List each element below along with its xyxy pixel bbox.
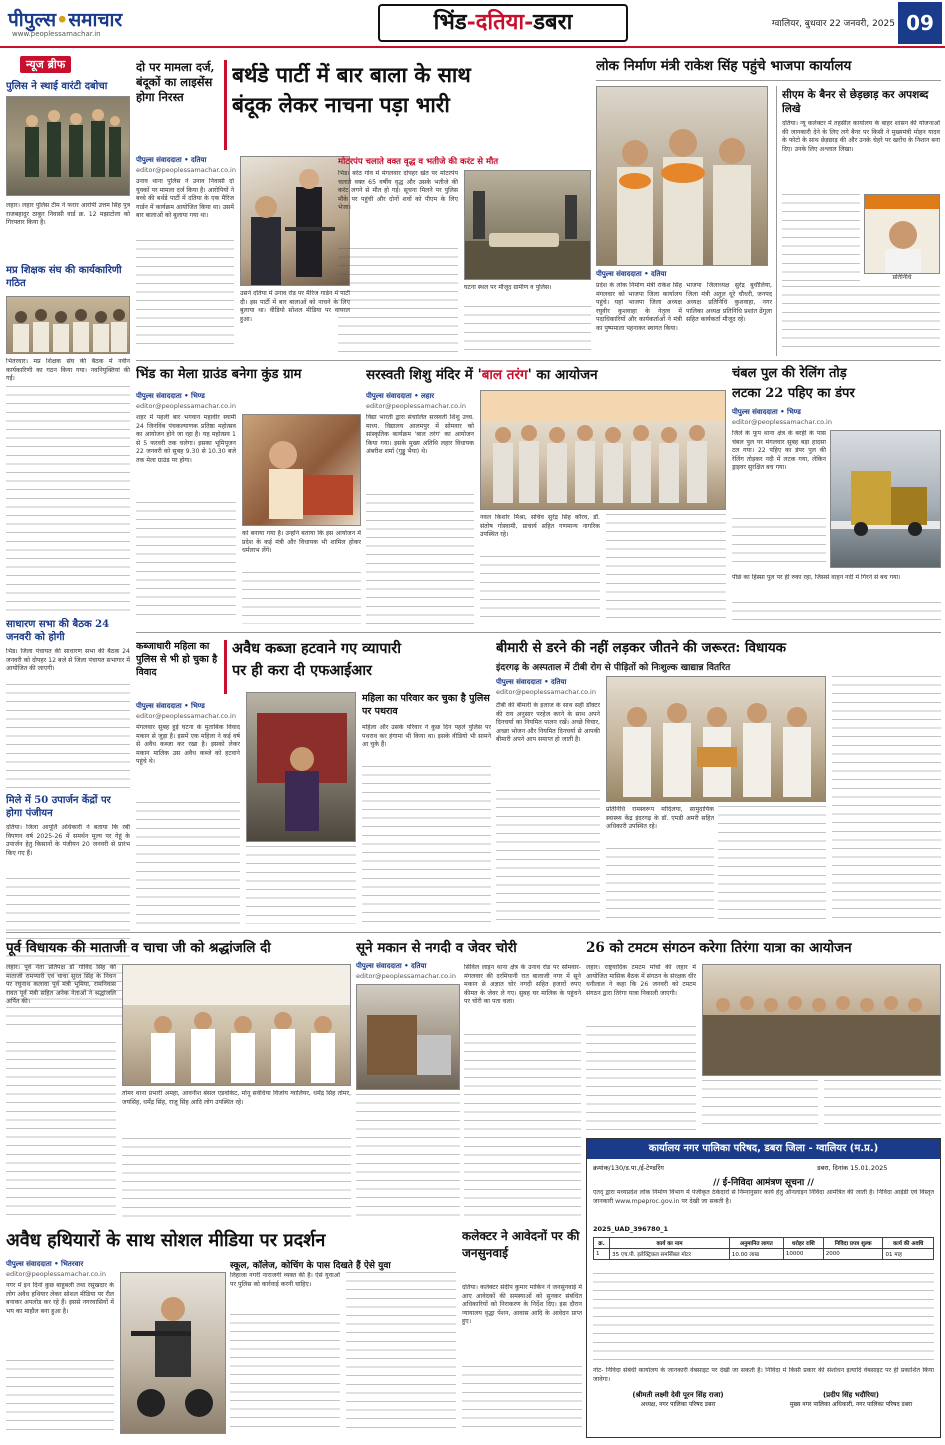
- tender-table: [593, 1237, 934, 1260]
- story-body-1: लहार। पूर्व नेता प्रतिपक्ष डॉ गोविंद सिंह की माताजी रामप्यारी एवं चाचा सुरत सिंह के निधन पर रघुनाथ कलावा पूर्व मंत्री भूमिया, रामनिवास रावत पूर्व मंत्री सहित अनेक नेताओं ने श्रद्धांजलि अर्पित की।: [6, 964, 116, 1006]
- story-body-1-continued: [366, 494, 474, 624]
- story-headline: अवैध हथियारों के साथ सोशल मीडिया पर प्रदर्शन: [6, 1230, 326, 1251]
- email: editor@peoplessamachar.co.in: [136, 712, 236, 720]
- story-body-1: टीबी की बीमारी के इलाज के साथ सही डॉक्टर की राय अनुसार परहेज करने के साथ अपने दिनचर्या का नियमित पालन रखें। अच्छे विचार, अच्छा भोजन और नियमित दिनचर्या से आपकी बीमारी अपने आप समाप्त हो जाती है।: [496, 702, 600, 744]
- tender-intro: एतद् द्वारा मध्यप्रदेश लोक निर्माण विभाग में पंजीकृत ठेकेदारों से निम्नानुसार कार्य हेतु ऑनलाइन निविदा आमंत्रित की जाती है। निविदा आईडी एवं विस्तृत जानकारी www.mpeproc.gov.in पर देखी जा सकती है।: [593, 1189, 934, 1205]
- story-body-2: को बनाया गया है। उन्होंने बताया कि इस आयोजन में प्रदेश के कई मंत्री और विधायक भी शामिल होकर धर्मलाभ लेंगे।: [242, 530, 361, 555]
- story-theft: [356, 936, 581, 1224]
- byline: पीपुल्स संवाददाता • भिण्ड: [732, 408, 801, 416]
- story-tb-illness: [496, 636, 941, 928]
- story-headline: अवैध कब्जा हटवाने गए व्यापारी पर ही करा दी एफआईआर: [232, 640, 401, 679]
- story-subhead: इंदरगढ़ के अस्पताल में टीबी रोग से पीड़ितों को निःशुल्क खाद्यान्न वितरित: [496, 663, 731, 673]
- story-illegal-weapons: [6, 1228, 456, 1438]
- story-photo: [606, 676, 826, 802]
- story-tribute: [6, 936, 351, 1224]
- tender-col-header: निविदा प्रपत्र शुल्क: [823, 1238, 883, 1249]
- table-cell: 35 एच.पी. इलेक्ट्रिकल समर्सिबल मोटर: [610, 1249, 730, 1260]
- story-body-1-continued: [6, 1042, 116, 1220]
- tender-col-header: कार्य की अवधि: [883, 1238, 934, 1249]
- story-body-continued: [462, 1366, 582, 1434]
- story-body-1-continued: [136, 802, 240, 924]
- email: editor@peoplessamachar.co.in: [496, 688, 596, 696]
- story-headline: सरस्वती शिशु मंदिर में 'बाल तरंग' का आयोजन: [366, 367, 598, 383]
- story-headline: पूर्व विधायक की माताजी व चाचा जी को श्रद्धांजलि दी: [6, 940, 271, 956]
- story-body-2: भाजपा जिलाध्यक्ष सुरेंद्र बुधौलिया, जिला मंत्री अतुल धूरे चौधरी, जनपद अध्यक्ष प्रतिनिधि कुशवाहा, नगर पालिका अध्यक्ष प्रतिनिधि प्रशांत ढेंगुला सहित कार्यकर्ता मौजूद रहे।: [686, 282, 772, 324]
- tender-date: डबरा, दिनांक 15.01.2025: [817, 1164, 888, 1172]
- story-tiranga-yatra: [586, 936, 941, 1136]
- news-brief-tag: न्यूज ब्रीफ: [20, 56, 71, 73]
- story-body-2: नवल किशोर मिश्रा, सचिव सुरेंद्र सिंह कौरव, डॉ. संतोष गोस्वामी, प्राचार्य सहित गणमान्य नागरिक उपस्थित रहे।: [480, 514, 600, 539]
- story-body-1: प्रदेश के लोक निर्माण मंत्री राकेश सिंह मंगलवार को भाजपा जिला कार्यालय पहुंचे। यहां भाजपा जिला अध्यक्ष रघुवीर कुशवाहा के नेतृत्व में पदाधिकारियों और कार्यकर्ताओं ने मंत्री का पुष्पमाला पहनाकर स्वागत किया।: [596, 282, 682, 332]
- section-title: भिंड-दतिया-डबरा: [378, 4, 628, 42]
- story-body-1: नगर में इन दिनों कुछ बाहुबली तथा रसूखदार के लोग अवैध हथियार लेकर सोशल मीडिया पर रील बनाकर अपलोड कर रहे हैं। इससे नगरवासियों में भय का माहौल बना हुआ है।: [6, 1282, 114, 1315]
- brief-text-1: लहार। लहार पुलिस टीम ने फरार आरोपी उत्तम सिंह पुत्र राजबहादुर ठाकुर निवासी वार्ड क्र. 12 मझाटोला को गिरफ्तार किया है।: [6, 202, 130, 227]
- tender-note: नोट- निविदा संबंधी कार्यालय के जानकारी वेबसाइट पर देखी जा सकती है। निविदा में किसी प्रकार की संशोधन इत्यादि वेबसाइट पर ही प्रकाशित किया जावेगा।: [593, 1367, 934, 1383]
- story-body-1: मंगलवार सुबह हुई घटना के मुताबिक विवाद मकान से जुड़ा है। इसमें एक महिला ने कई वर्ष से अवैध कब्जा कर रखा है। इसको लेकर मकान मालिक उस अवैध कब्जे को हटवाने पहुंचे थे।: [136, 724, 240, 766]
- story-body-continued-2: [356, 1094, 460, 1220]
- tender-sign-right: (प्रदीप सिंह भदौरिया) मुख्य नगर पालिका अधिकारी, नगर पालिका परिषद डबरा: [789, 1391, 913, 1408]
- story-collector-hearing: [462, 1228, 582, 1438]
- email: editor@peoplessamachar.co.in: [356, 972, 456, 980]
- story-headline: बर्थडे पार्टी में बार बाला के साथ बंदूक लेकर नाचना पड़ा भारी: [232, 62, 471, 117]
- story-photo: [464, 170, 591, 280]
- story-body-2-continued: [480, 556, 600, 624]
- brief-headline-3: साधारण सभा की बैठक 24 जनवरी को होगी: [6, 619, 110, 643]
- table-cell: 01 माह: [883, 1249, 934, 1260]
- tender-sign-left: (श्रीमती लक्ष्मी देवी पूरन सिंह राजा) अध्यक्ष, नगर पालिका परिषद डबरा: [632, 1391, 724, 1408]
- story-body-1: उनाव थाना पुलिस ने उनाव निवासी दो युवकों पर मामला दर्ज किया है। आरोपियों ने बच्चे की बर्थडे पार्टी में दतिया के एक मैरिज गार्डन में कार्यक्रम आयोजित किया था। उसमें बार बालाओं को बुलाया गया था।: [136, 178, 234, 220]
- brief-headline-4: मिले में 50 उपार्जन केंद्रों पर होगा पंजीयन: [6, 795, 111, 819]
- table-row: [594, 1249, 934, 1260]
- story-body-1-continued: [136, 502, 236, 622]
- story-headline: सूने मकान से नगदी व जेवर चोरी: [356, 940, 517, 956]
- email: editor@peoplessamachar.co.in: [6, 1270, 106, 1278]
- story-body-continued: [338, 248, 458, 352]
- brief-text-2-continued: [6, 386, 130, 612]
- story-headline: लोक निर्माण मंत्री राकेश सिंह पहुंचे भाजपा कार्यालय: [596, 58, 852, 74]
- story-photo: [702, 964, 941, 1076]
- story-body-4: [832, 676, 941, 924]
- tender-notice: [586, 1138, 941, 1438]
- brief-text-3: भिंड। जिला पंचायत की साधारण सभा की बैठक 24 जनवरी को दोपहर 12 बजे से जिला पंचायत सभागार में आयोजित की जाएगी।: [6, 648, 130, 673]
- email: editor@peoplessamachar.co.in: [732, 418, 832, 426]
- story-body-3-continued: [362, 766, 491, 924]
- story-photo: [246, 692, 356, 842]
- tender-conditions: [593, 1273, 934, 1363]
- box-border: [776, 86, 777, 356]
- story-headline: मोटरपंप चलाते वक्त वृद्ध व भतीजे की करंट से मौत: [338, 157, 499, 167]
- story-headline: सीएम के बैनर से छेड़छाड़ कर अपशब्द लिखे: [782, 89, 929, 115]
- story-body-2: [702, 1080, 818, 1130]
- table-cell: 10000: [783, 1249, 823, 1260]
- story-body-2-continued: [230, 1314, 340, 1434]
- story-headline: कलेक्टर ने आवेदनों पर की जनसुनवाई: [462, 1229, 580, 1260]
- story-mela-ground: [136, 364, 361, 629]
- photo-caption: घटना स्थल पर मौजूद ग्रामीण व पुलिस।: [464, 284, 552, 291]
- brief-text-2: भितरवार। मप्र शिक्षक संघ की बैठक में नवीन कार्यकारिणी का गठन किया गया। नवनियुक्तियां की गईं।: [6, 358, 130, 383]
- story-body: लहार। राष्ट्रवादिक टमटम मोर्चा की लहार में आयोजित मासिक बैठक में संगठन के संरक्षक धीर धनीलाल ने कहा कि 26 जनवरी को टमटम संगठन द्वारा तिरंगा यात्रा निकाली जाएगी।: [586, 964, 696, 997]
- story-side-headline: दो पर मामला दर्ज, बंदूकों का लाइसेंस होगा निरस्त: [136, 60, 215, 104]
- story-body-1: शहर में पहली बार भगवान महावीर स्वामी 24 जिनविंब पंचकल्याणक प्रतिष्ठा महोत्सव का आयोजन होने जा रहा है। यह महोत्सव 1 से 5 फरवरी तक चलेगा। इसका भूमिपूजन 22 जनवरी को सुबह 9.30 से 10.30 बजे तक मेला ग्राउंड पर होगा।: [136, 414, 236, 464]
- story-subhead: महिला का परिवार कर चुका है पुलिस पर पथराव: [362, 693, 490, 717]
- story-body-continued-2: [732, 602, 941, 626]
- story-body-2: लिहाजा नगरी नाराजगी व्यक्त की है। ऐसे युवाओं पर पुलिस को कार्रवाई करनी चाहिए।: [230, 1272, 340, 1288]
- tender-col-header: कार्य का नाम: [610, 1238, 730, 1249]
- dateline: ग्वालियर, बुधवार 22 जनवरी, 2025: [771, 19, 895, 29]
- story-body-2: उसने दतिया में उनाव रोड पर मैरिज गार्डन में पार्टी दी। इस पार्टी में बार बालाओं को नाचने के लिए बुलाया था। वीडियो सोशल मीडिया पर वायरल हुआ।: [240, 290, 350, 323]
- tender-title: // ई-निविदा आमंत्रण सूचना //: [713, 1178, 814, 1188]
- email: editor@peoplessamachar.co.in: [136, 402, 236, 410]
- story-body-1-continued: [496, 790, 600, 924]
- brand-logo: पीपुल्स•समाचार: [8, 9, 123, 31]
- story-body: जिले के फूप थाना क्षेत्र के बरही के पास चंबल पुल पर मंगलवार सुबह बड़ा हादसा टल गया। 22 पहिए का डंपर पुल की रेलिंग तोड़कर नदी में लटक गया, लेकिन ड्राइवर सुरक्षित बच गया।: [732, 430, 826, 472]
- story-body-continued-2: [782, 286, 940, 352]
- story-body-3: [824, 1080, 941, 1130]
- brief-headline-1: पुलिस ने स्थाई वारंटी दबोचा: [6, 81, 108, 92]
- story-photo: [242, 414, 361, 526]
- story-encroachment: [136, 636, 491, 928]
- brief-text-3-continued: [6, 684, 130, 788]
- story-body: दतिया। न्यू कलेक्टर में तहसील कार्यालय के बाहर शासन की योजनाओं की जानकारी देने के लिए लगे बैनर पर किसी ने मुख्यमंत्री मोहन यादव के फोटो के साथ छेड़छाड़ की और उनके चेहरे पर खरोंच के निशान बना दिए। उनके लिए अश्लाल लिखा।: [782, 120, 940, 153]
- brief-photo-1: [6, 96, 130, 196]
- story-photo: [830, 430, 941, 568]
- story-body-2-continued: [242, 572, 361, 624]
- email: editor@peoplessamachar.co.in: [366, 402, 466, 410]
- photo-caption: पीछे का हिस्सा पुल पर ही रुका रहा, जिससे वाहन नदी में गिरने से बच गया।: [732, 574, 901, 581]
- tender-office: कार्यालय नगर पालिका परिषद, डबरा जिला - ग्वालियर (म.प्र.): [587, 1139, 940, 1159]
- story-body-continued-2: [464, 306, 591, 352]
- story-body-2: तोमर थाना प्रभारी अमहा, आवनीश बंसल एडवोकेट, मोनू सर्वधिया विजोय ग्वालियर, धर्मेंद्र सिंह तोमर, जयसिंह, धर्मेंद्र सिंह, राजू सिंह आदि लोग उपस्थित रहे।: [122, 1090, 351, 1106]
- tender-col-header: धरोहर राशि: [783, 1238, 823, 1249]
- story-photo: [122, 964, 351, 1086]
- byline: पीपुल्स संवाददाता • दतिया: [136, 156, 207, 164]
- brief-headline-2: मप्र शिक्षक संघ की कार्यकारिणी गठित: [6, 265, 122, 289]
- byline: पीपुल्स संवाददाता • दतिया: [496, 678, 567, 686]
- story-body-2: [246, 846, 356, 924]
- tender-col-header: क्र.: [594, 1238, 610, 1249]
- story-body-1-continued: [136, 240, 234, 350]
- story-body-1: विद्या भारती द्वारा संचालित सरस्वती शिशु उच्च. माध्य. विद्यालय आलमपुर में सोमवार को सांस्कृतिक कार्यक्रम 'बाल तरंग' का आयोजन किया गया। इसके मुख्य अतिथि लहार विधायक अंबरीश शर्मा (गुड्डू भैया) थे।: [366, 414, 474, 456]
- story-chambal-bridge: [732, 364, 941, 629]
- story-photo: [596, 86, 768, 266]
- tender-col-header: अनुमानित लागत: [729, 1238, 783, 1249]
- story-body-2-continued: [606, 848, 714, 924]
- story-body-3: महिला और उसके परिवार ने कुछ दिन पहले पुलिस पर पथराव कर हंगामा भी किया था। इसके वीडियो भी सामने आ चुके हैं।: [362, 724, 491, 749]
- story-body-continued: [586, 1026, 696, 1130]
- story-body-3: [346, 1272, 456, 1434]
- story-headline: चंबल पुल की रेलिंग तोड़ लटका 22 पहिए का डंपर: [732, 366, 855, 401]
- story-body: भिंड। बरेठ गांव में मंगलवार दोपहर खेत पर मोटरपंप चलाते वक्त 65 वर्षीय वृद्ध और उसके भतीजे की करंट लगने से मौत हो गई। सूचना मिलने पर पुलिस मौके पर पहुंची और दोनों शवों को पीएम के लिए भेजा।: [338, 170, 458, 212]
- story-headline: 26 को टमटम संगठन करेगा तिरंगा यात्रा का आयोजन: [586, 940, 852, 956]
- table-cell: 1: [594, 1249, 610, 1260]
- headline-rule: [596, 80, 941, 81]
- story-headline: भिंड का मेला ग्राउंड बनेगा कुंड ग्राम: [136, 367, 302, 382]
- story-photo: [240, 156, 350, 286]
- story-body-3: [718, 806, 826, 924]
- story-photo: [120, 1272, 226, 1434]
- story-photo: [864, 194, 940, 274]
- byline: पीपुल्स संवाददाता • भिण्ड: [136, 392, 205, 400]
- story-photo: [480, 390, 726, 510]
- vertical-rule: [224, 640, 227, 694]
- photo-caption: प्रतिनिधि: [892, 274, 912, 281]
- brief-photo-2: [6, 296, 130, 354]
- site-url: www.peoplessamachar.in: [12, 30, 101, 38]
- story-body-continued: [464, 1034, 581, 1220]
- masthead: [0, 0, 945, 48]
- byline: पीपुल्स संवाददाता • भिण्ड: [136, 702, 205, 710]
- story-subhead: स्कूल, कॉलेज, कोचिंग के पास दिखते हैं ऐसे युवा: [230, 1261, 391, 1271]
- brief-text-4: दतिया। जिला आपूर्ति अधिकारी ने बताया कि रबी विपणन वर्ष 2025-26 में समर्थन मूल्य पर गेहूं के उपार्जन हेतु किसानों के पंजीयन 20 जनवरी से प्रारंभ किए गए हैं।: [6, 824, 130, 857]
- story-cm-banner: [776, 86, 941, 356]
- story-body-2-continued: [122, 1138, 351, 1220]
- story-body-3: [606, 514, 726, 624]
- story-photo: [356, 984, 460, 1090]
- section-divider: [136, 360, 941, 361]
- byline: पीपुल्स संवाददाता • दतिया: [596, 270, 667, 278]
- tender-id: 2025_UAD_396780_1: [593, 1225, 669, 1233]
- section-divider-2: [136, 632, 941, 633]
- story-body-1-continued: [6, 1360, 114, 1434]
- byline: पीपुल्स संवाददाता • लहार: [366, 392, 435, 400]
- page-number: 09: [898, 2, 942, 44]
- tender-ref: क्रमांक/130/ड.पा./ई-टेण्डरिंग: [593, 1164, 664, 1172]
- story-electrocution: [338, 156, 591, 356]
- story-body-2: प्रतिनिधि रामस्वरूप मोदिलया, सामुदायिक स्वास्थ्य केंद्र इंदरगढ़ के डॉ. एमडी अमरी सहित अधिकारी उपस्थित रहे।: [606, 806, 714, 831]
- story-headline: बीमारी से डरने की नहीं लड़कर जीतने की जरूरत: विधायक: [496, 640, 787, 656]
- email: editor@peoplessamachar.co.in: [136, 166, 236, 174]
- vertical-rule: [224, 60, 227, 150]
- section-divider-3: [6, 932, 941, 933]
- table-cell: 2000: [823, 1249, 883, 1260]
- byline: पीपुल्स संवाददाता • भितरवार: [6, 1260, 84, 1268]
- byline: पीपुल्स संवाददाता • दतिया: [356, 962, 427, 970]
- story-side-headline: कब्जाधारी महिला का पुलिस से भी हो चुका है विवाद: [136, 641, 218, 678]
- story-body: सिविल लाइन थाना क्षेत्र के उनाव रोड पर सोमवार-मंगलवार की दरमियानी रात बालाजी नगर में सूने मकान से अज्ञात चोर नगदी सहित हजारों रुपए कीमत के जेवर ले गए। सुबह घर मालिक के पहुंचने पर चोरी का पता चला।: [464, 964, 581, 1006]
- story-baal-tarang: [366, 364, 726, 629]
- story-body-continued: [782, 194, 860, 284]
- story-body: दतिया। कलेक्टर संदीप कुमार माकिन ने जनसुनवाई में आए आवेदकों की समस्याओं को सुनकर संबंधित अधिकारियों को निराकरण के निर्देश दिए। इस दौरान न्यायालय वृद्धा पेंशन, आवास आदि के आवेदन प्राप्त हुए।: [462, 1284, 582, 1326]
- table-cell: 10.00 लाख: [729, 1249, 783, 1260]
- story-body-continued: [732, 518, 826, 568]
